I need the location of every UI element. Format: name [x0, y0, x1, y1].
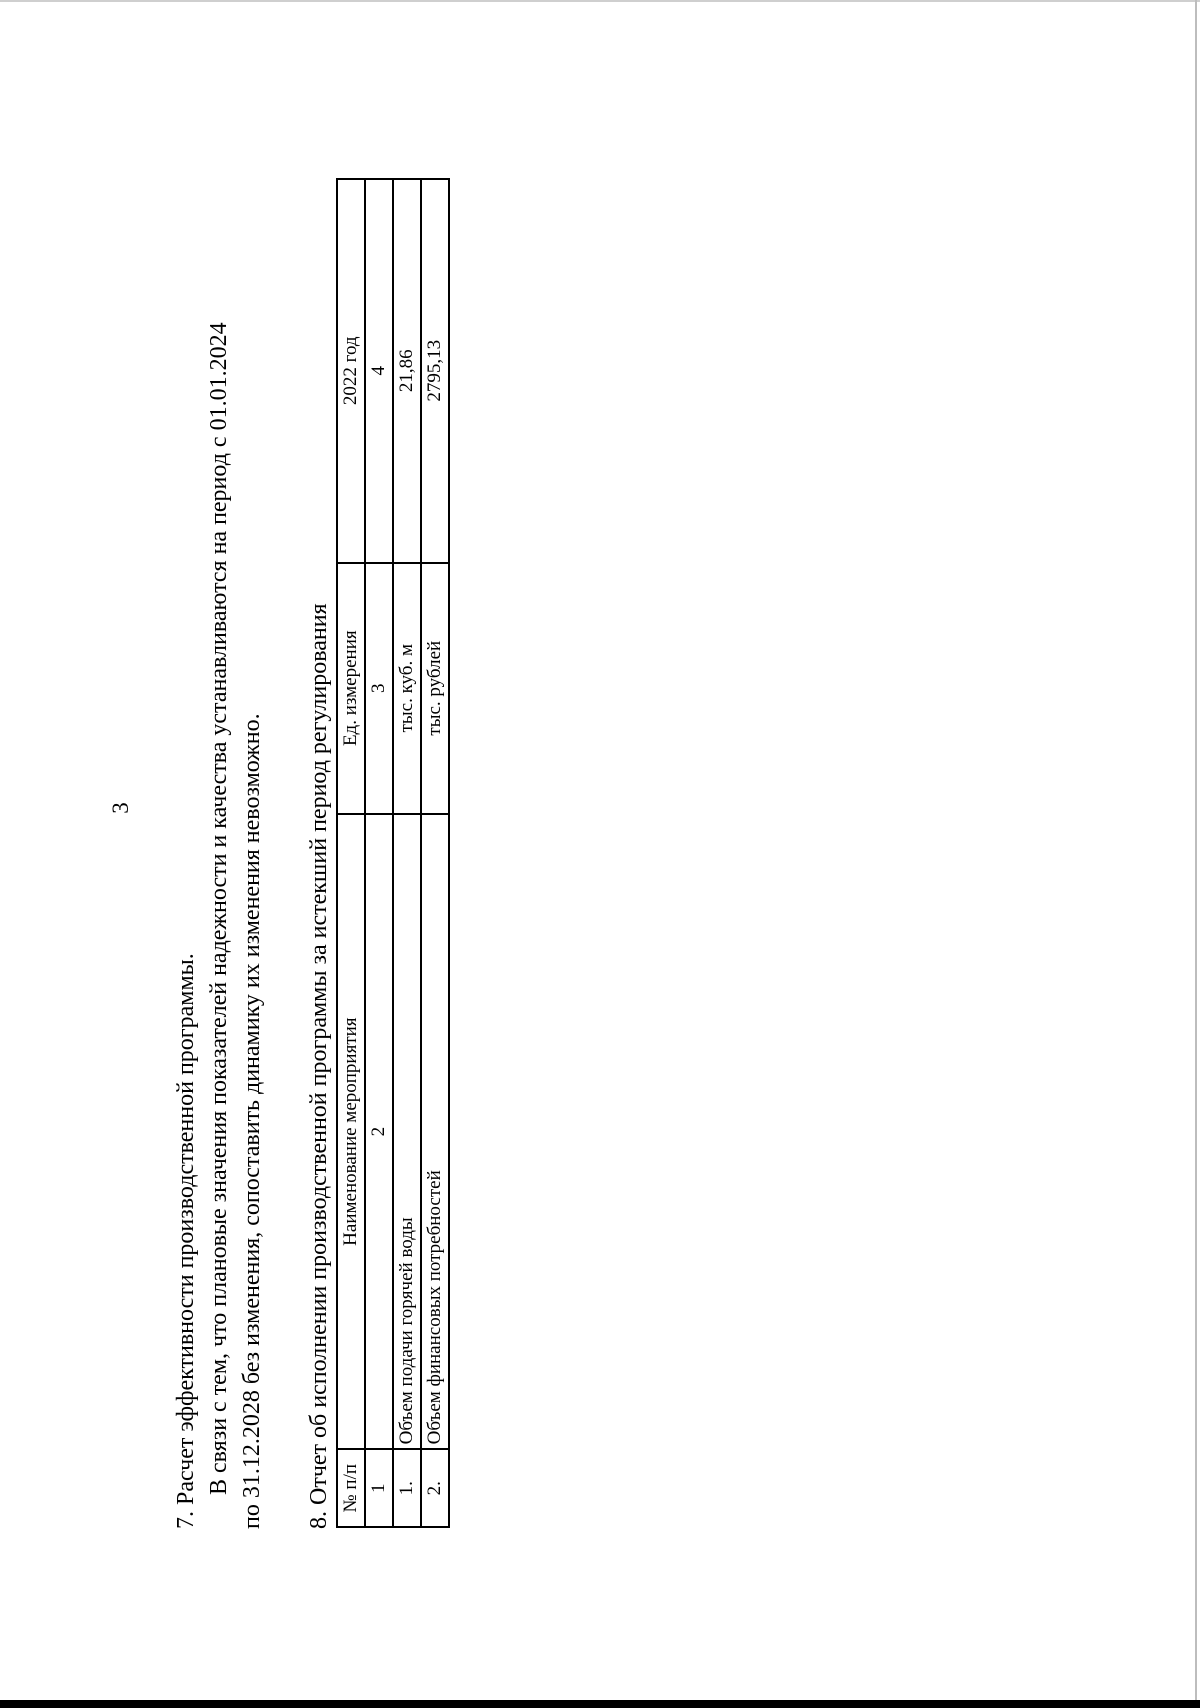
numbering-cell: 1	[365, 1449, 393, 1527]
row-number: 1.	[393, 1449, 421, 1527]
numbering-cell: 3	[365, 563, 393, 814]
header-cell-year: 2022 год	[337, 179, 365, 563]
row-name: Объем подачи горячей воды	[393, 814, 421, 1450]
numbering-cell: 4	[365, 179, 393, 563]
header-cell-unit: Ед. измерения	[337, 563, 365, 814]
row-value: 21,86	[393, 179, 421, 563]
row-name: Объем финансовых потребностей	[421, 814, 449, 1450]
section-7-text-line-1: В связи с тем, что плановые значения показателей надежности и качества устанавливаются на период с 01.01.2024	[206, 322, 232, 1495]
header-cell-name: Наименование мероприятия	[337, 814, 365, 1450]
table-row	[421, 179, 449, 1527]
row-number: 2.	[421, 1449, 449, 1527]
row-unit: тыс. куб. м	[393, 563, 421, 814]
table-header-row	[337, 179, 365, 1527]
table-row	[393, 179, 421, 1527]
section-8-heading: 8. Отчет об исполнении производственной программы за истекший период регулирования	[306, 603, 332, 1529]
page-number: 3	[108, 802, 133, 814]
numbering-cell: 2	[365, 814, 393, 1450]
report-table	[336, 178, 450, 1528]
section-7-text-line-2: по 31.12.2028 без изменения, сопоставить динамику их изменения невозможно.	[239, 713, 265, 1529]
table-numbering-row	[365, 179, 393, 1527]
row-unit: тыс. рублей	[421, 563, 449, 814]
section-7-heading: 7. Расчет эффективности производственной программы.	[173, 953, 199, 1529]
header-cell-number: № п/п	[337, 1449, 365, 1527]
row-value: 2795,13	[421, 179, 449, 563]
